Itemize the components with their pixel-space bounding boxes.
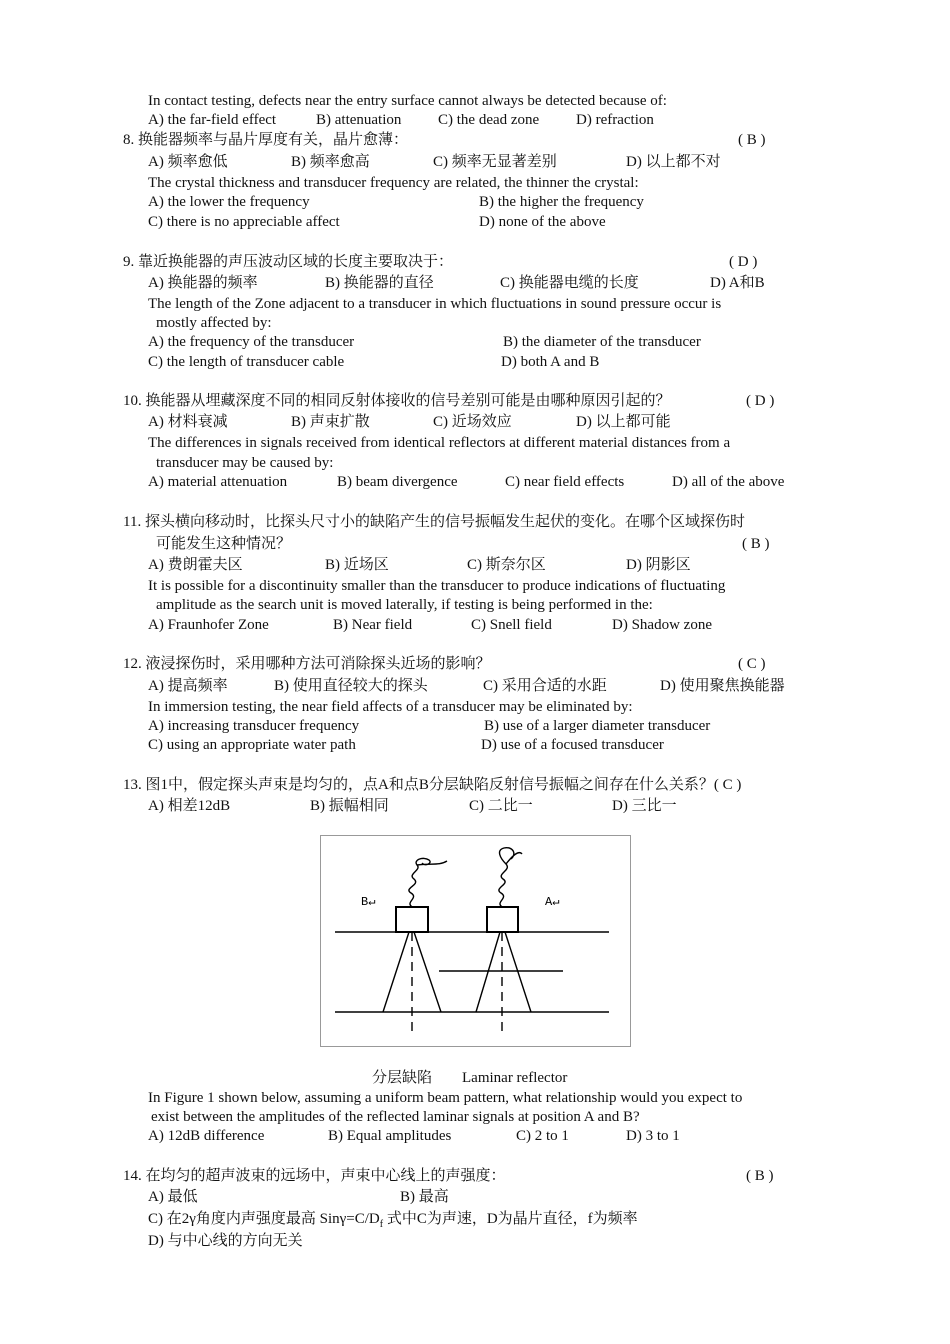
figure-caption-cn: 分层缺陷 — [372, 1070, 433, 1086]
q10-option-en-b: B) beam divergence — [337, 474, 458, 490]
q12-stem-en: In immersion testing, the near field affects of a transducer may be eliminated by: — [148, 699, 633, 715]
q10-answer: ( D ) — [746, 393, 775, 409]
intro-option-a: A) the far-field effect — [148, 112, 277, 128]
q10-stem-cn: 10. 换能器从埋藏深度不同的相同反射体接收的信号差别可能是由哪种原因引起的？ — [123, 393, 671, 409]
q14-option-c — [148, 1210, 638, 1234]
q13-option-cn-d: D) 三比一 — [612, 798, 677, 814]
q12-answer: ( C ) — [738, 656, 766, 672]
q9-option-en-a: A) the frequency of the transducer — [148, 334, 355, 350]
q9-option-en-d: D) both A and B — [501, 354, 600, 370]
q13-stem-cn: 13. 图1中，假定探头声束是均匀的，点A和点B分层缺陷反射信号振幅之间存在什么关系？( C ) — [123, 777, 742, 793]
q11-option-cn-a: A) 费朗霍夫区 — [148, 557, 243, 573]
figure-laminar-reflector — [320, 835, 631, 1047]
intro-option-c: C) the dead zone — [438, 112, 540, 128]
q14-option-b: B) 最高 — [400, 1189, 449, 1205]
q12-option-cn-c: C) 采用合适的水距 — [483, 678, 607, 694]
beam-b-left-edge — [383, 932, 409, 1012]
q13-option-cn-c: C) 二比一 — [469, 798, 533, 814]
q10-stem-en-line1: The differences in signals received from identical reflectors at different material distances from a — [148, 435, 731, 451]
q8-answer: ( B ) — [738, 132, 766, 148]
q13-option-cn-a: A) 相差12dB — [148, 798, 231, 814]
q9-answer: ( D ) — [729, 254, 758, 270]
q14-answer: ( B ) — [746, 1168, 774, 1184]
q12-option-en-d: D) use of a focused transducer — [481, 737, 664, 753]
q8-stem-cn: 8. 换能器频率与晶片厚度有关，晶片愈薄： — [123, 132, 409, 148]
q10-option-cn-b: B) 声束扩散 — [291, 414, 370, 430]
q12-option-en-a: A) increasing transducer frequency — [148, 718, 360, 734]
q13-option-en-b: B) Equal amplitudes — [328, 1128, 452, 1144]
q10-option-en-d: D) all of the above — [672, 474, 785, 490]
cable-b-icon — [409, 858, 447, 907]
q12-option-en-c: C) using an appropriate water path — [148, 737, 356, 753]
q11-option-en-a: A) Fraunhofer Zone — [148, 617, 269, 633]
q14-option-d: D) 与中心线的方向无关 — [148, 1233, 303, 1249]
q9-stem-en-line1: The length of the Zone adjacent to a transducer in which fluctuations in sound pressure occur is — [148, 296, 722, 312]
q11-stem-cn-line1: 11. 探头横向移动时，比探头尺寸小的缺陷产生的信号振幅发生起伏的变化。在哪个区域探伤时 — [123, 514, 745, 530]
q10-option-en-c: C) near field effects — [505, 474, 625, 490]
beam-a-left-edge — [476, 932, 500, 1012]
q10-option-cn-c: C) 近场效应 — [433, 414, 512, 430]
q14-option-c-subscript: f — [379, 1219, 384, 1230]
q8-option-cn-c: C) 频率无显著差别 — [433, 154, 557, 170]
transducer-b — [396, 907, 428, 932]
figure-diagram — [321, 836, 632, 1048]
q10-option-cn-d: D) 以上都可能 — [576, 414, 671, 430]
q11-option-cn-d: D) 阴影区 — [626, 557, 691, 573]
q8-option-cn-a: A) 频率愈低 — [148, 154, 228, 170]
q9-option-en-b: B) the diameter of the transducer — [503, 334, 701, 350]
q8-option-en-d: D) none of the above — [479, 214, 606, 230]
q12-option-cn-a: A) 提高频率 — [148, 678, 228, 694]
figure-caption-en: Laminar reflector — [462, 1070, 568, 1086]
q8-option-en-c: C) there is no appreciable affect — [148, 214, 340, 230]
q10-option-cn-a: A) 材料衰减 — [148, 414, 228, 430]
intro-option-b: B) attenuation — [316, 112, 402, 128]
figure-label-a: A↵ — [545, 895, 560, 909]
q11-stem-cn-line2: 可能发生这种情况？ — [156, 536, 292, 552]
q11-option-en-b: B) Near field — [333, 617, 413, 633]
q11-option-en-c: C) Snell field — [471, 617, 552, 633]
figure-label-b: B↵ — [361, 895, 376, 909]
q8-option-cn-b: B) 频率愈高 — [291, 154, 370, 170]
q13-option-cn-b: B) 振幅相同 — [310, 798, 389, 814]
q9-option-en-c: C) the length of transducer cable — [148, 354, 345, 370]
q12-option-cn-b: B) 使用直径较大的探头 — [274, 678, 428, 694]
q11-option-cn-c: C) 斯奈尔区 — [467, 557, 546, 573]
q14-option-c-tail: 式中C为声速，D为晶片直径，f为频率 — [383, 1211, 638, 1227]
beam-b-right-edge — [414, 932, 441, 1012]
q8-option-cn-d: D) 以上都不对 — [626, 154, 721, 170]
q9-option-cn-d: D) A和B — [710, 275, 765, 291]
q10-stem-en-line2: transducer may be caused by: — [156, 455, 334, 471]
intro-option-d: D) refraction — [576, 112, 654, 128]
beam-a-right-edge — [505, 932, 531, 1012]
q9-option-cn-a: A) 换能器的频率 — [148, 275, 258, 291]
q8-option-en-a: A) the lower the frequency — [148, 194, 310, 210]
q11-option-en-d: D) Shadow zone — [612, 617, 712, 633]
q13-option-en-c: C) 2 to 1 — [516, 1128, 569, 1144]
q13-stem-en-line1: In Figure 1 shown below, assuming a uniform beam pattern, what relationship would you expect to — [148, 1090, 743, 1106]
q12-stem-cn: 12. 液浸探伤时，采用哪种方法可消除探头近场的影响？ — [123, 656, 491, 672]
q13-option-en-a: A) 12dB difference — [148, 1128, 265, 1144]
q12-option-cn-d: D) 使用聚焦换能器 — [660, 678, 785, 694]
q11-stem-en-line1: It is possible for a discontinuity smaller than the transducer to produce indications of fluctuating — [148, 578, 726, 594]
q9-stem-cn: 9. 靠近换能器的声压波动区域的长度主要取决于： — [123, 254, 454, 270]
q9-stem-en-line2: mostly affected by: — [156, 315, 272, 331]
q8-stem-en: The crystal thickness and transducer frequency are related, the thinner the crystal: — [148, 175, 639, 191]
q14-option-a: A) 最低 — [148, 1189, 198, 1205]
intro-question-text: In contact testing, defects near the entry surface cannot always be detected because of: — [148, 93, 667, 109]
q14-stem-cn: 14. 在均匀的超声波束的远场中，声束中心线上的声强度： — [123, 1168, 506, 1184]
q13-stem-en-line2: exist between the amplitudes of the reflected laminar signals at position A and B? — [151, 1109, 640, 1125]
q10-option-en-a: A) material attenuation — [148, 474, 288, 490]
transducer-a — [487, 907, 518, 932]
q11-option-cn-b: B) 近场区 — [325, 557, 389, 573]
q8-option-en-b: B) the higher the frequency — [479, 194, 644, 210]
cable-a-icon — [499, 848, 522, 907]
q11-stem-en-line2: amplitude as the search unit is moved laterally, if testing is being performed in the: — [156, 597, 653, 613]
q11-answer: ( B ) — [742, 536, 770, 552]
q13-option-en-d: D) 3 to 1 — [626, 1128, 680, 1144]
q9-option-cn-c: C) 换能器电缆的长度 — [500, 275, 639, 291]
q12-option-en-b: B) use of a larger diameter transducer — [484, 718, 711, 734]
q14-option-c-main: C) 在2γ角度内声强度最高 Sinγ=C/D — [148, 1211, 380, 1227]
q9-option-cn-b: B) 换能器的直径 — [325, 275, 434, 291]
